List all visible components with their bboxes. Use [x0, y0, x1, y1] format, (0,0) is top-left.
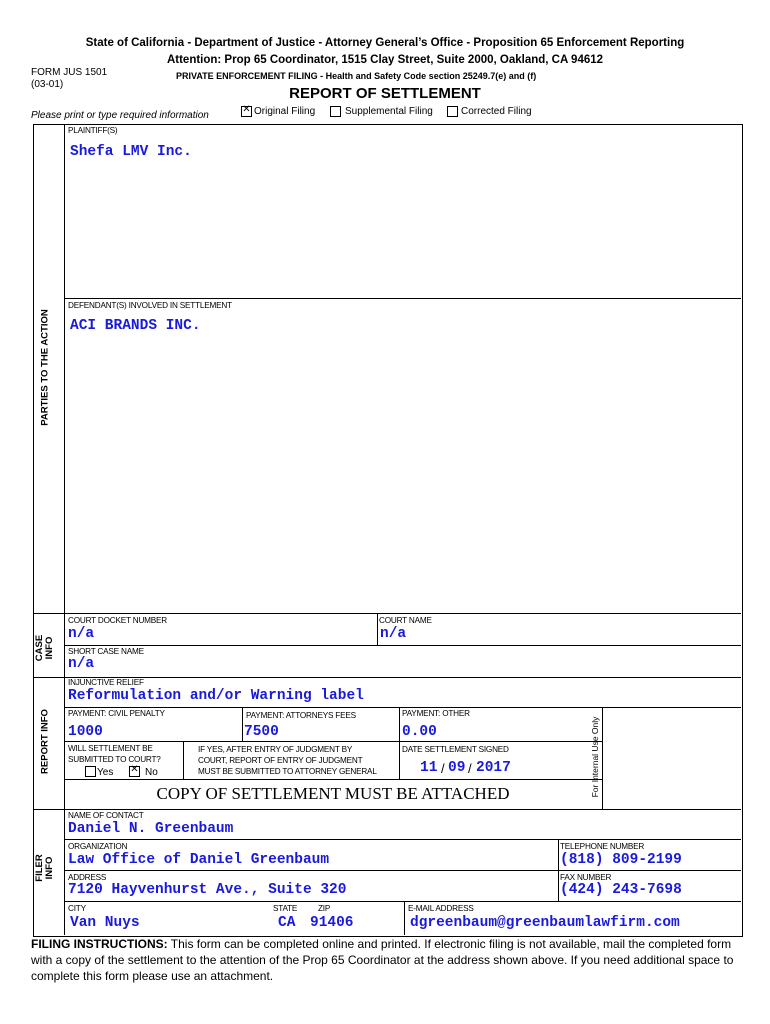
payment-other-value[interactable]: 0.00: [402, 724, 437, 740]
injunctive-label: INJUNCTIVE RELIEF: [68, 678, 144, 687]
form-id: FORM JUS 1501: [31, 67, 108, 78]
attorneys-fees-value[interactable]: 7500: [244, 724, 279, 740]
parties-section-label: PARTIES TO THE ACTION: [39, 309, 51, 426]
organization-value[interactable]: Law Office of Daniel Greenbaum: [68, 852, 330, 868]
email-value[interactable]: dgreenbaum@greenbaumlawfirm.com: [410, 915, 680, 931]
city-label: CITY: [68, 904, 86, 913]
corrected-filing-checkbox[interactable]: [447, 106, 458, 117]
court-name-value[interactable]: n/a: [380, 626, 407, 642]
form-date: (03-01): [31, 79, 64, 90]
docket-label: COURT DOCKET NUMBER: [68, 616, 168, 625]
date-year-value[interactable]: 2017: [476, 760, 511, 776]
email-label: E-MAIL ADDRESS: [408, 904, 474, 913]
attorneys-fees-label: PAYMENT: ATTORNEYS FEES: [246, 711, 356, 720]
original-filing-label: Original Filing: [254, 106, 316, 117]
zip-label: ZIP: [318, 904, 331, 913]
injunctive-value[interactable]: Reformulation and/or Warning label: [68, 688, 364, 704]
fax-label: FAX NUMBER: [560, 873, 612, 882]
if-yes-label-3: MUST BE SUBMITTED TO ATTORNEY GENERAL: [198, 767, 377, 776]
will-submit-label-1: WILL SETTLEMENT BE: [68, 744, 153, 753]
submit-yes-checkbox[interactable]: [85, 766, 96, 777]
civil-penalty-label: PAYMENT: CIVIL PENALTY: [68, 709, 165, 718]
contact-label: NAME OF CONTACT: [68, 811, 144, 820]
copy-notice: COPY OF SETTLEMENT MUST BE ATTACHED: [156, 784, 510, 803]
docket-value[interactable]: n/a: [68, 626, 95, 642]
original-filing-checkbox[interactable]: [241, 106, 252, 117]
zip-value[interactable]: 91406: [310, 915, 354, 931]
header-line-2: Attention: Prop 65 Coordinator, 1515 Clay Street, Suite 2000, Oakland, CA 94612: [166, 54, 604, 66]
court-name-label: COURT NAME: [379, 616, 432, 625]
city-value[interactable]: Van Nuys: [70, 915, 140, 931]
if-yes-label-1: IF YES, AFTER ENTRY OF JUDGMENT BY: [198, 745, 353, 754]
if-yes-label-2: COURT, REPORT OF ENTRY OF JUDGMENT: [198, 756, 363, 765]
plaintiff-value[interactable]: Shefa LMV Inc.: [70, 144, 192, 160]
filing-instructions: [31, 936, 743, 984]
filing-instructions-text: This form can be completed online and printed. If electronic filing is not available, mail the completed form with a copy of the settlement to the attention of the Prop 65 Coordinator at the address shown above. If you need additional space to complete this form please use an attachment.: [31, 937, 734, 983]
short-case-value[interactable]: n/a: [68, 656, 95, 672]
state-value[interactable]: CA: [278, 915, 296, 931]
supplemental-filing-label: Supplemental Filing: [345, 106, 433, 117]
short-case-label: SHORT CASE NAME: [68, 647, 144, 656]
filing-instructions-heading: FILING INSTRUCTIONS:: [31, 937, 168, 951]
page-title: REPORT OF SETTLEMENT: [289, 85, 481, 102]
date-month-value[interactable]: 11: [420, 760, 438, 776]
defendants-label: DEFENDANT(S) INVOLVED IN SETTLEMENT: [68, 301, 232, 310]
header-line-1: State of California - Department of Justice - Attorney General’s Office - Proposition 65 Enforcement Reporting: [85, 37, 685, 49]
defendant-value[interactable]: ACI BRANDS INC.: [70, 318, 201, 334]
contact-value[interactable]: Daniel N. Greenbaum: [68, 821, 234, 837]
date-day-value[interactable]: 09: [448, 760, 466, 776]
civil-penalty-value[interactable]: 1000: [68, 724, 103, 740]
date-signed-label: DATE SETTLEMENT SIGNED: [402, 745, 509, 754]
telephone-label: TELEPHONE NUMBER: [560, 842, 645, 851]
filer-info-section-label: FILER INFO: [34, 854, 55, 882]
payment-other-label: PAYMENT: OTHER: [402, 709, 470, 718]
instruction-text: Please print or type required information: [31, 110, 209, 121]
telephone-value[interactable]: (818) 809-2199: [560, 852, 682, 868]
organization-label: ORGANIZATION: [68, 842, 128, 851]
header-line-3: PRIVATE ENFORCEMENT FILING - Health and Safety Code section 25249.7(e) and (f): [176, 71, 537, 81]
corrected-filing-label: Corrected Filing: [461, 106, 532, 117]
submit-no-checkbox[interactable]: [129, 766, 140, 777]
supplemental-filing-checkbox[interactable]: [330, 106, 341, 117]
yes-label: Yes: [97, 767, 114, 778]
plaintiffs-label: PLAINTIFF(S): [68, 126, 118, 135]
date-separator-1: /: [441, 761, 445, 776]
internal-use-label: For Internal Use Only: [590, 716, 600, 798]
fax-value[interactable]: (424) 243-7698: [560, 882, 682, 898]
no-label: No: [145, 767, 158, 778]
will-submit-label-2: SUBMITTED TO COURT?: [68, 755, 161, 764]
address-label: ADDRESS: [68, 873, 107, 882]
state-label: STATE: [273, 904, 298, 913]
address-value[interactable]: 7120 Hayvenhurst Ave., Suite 320: [68, 882, 347, 898]
report-info-section-label: REPORT INFO: [39, 709, 51, 774]
case-info-section-label: CASE INFO: [34, 634, 55, 662]
date-separator-2: /: [468, 761, 472, 776]
